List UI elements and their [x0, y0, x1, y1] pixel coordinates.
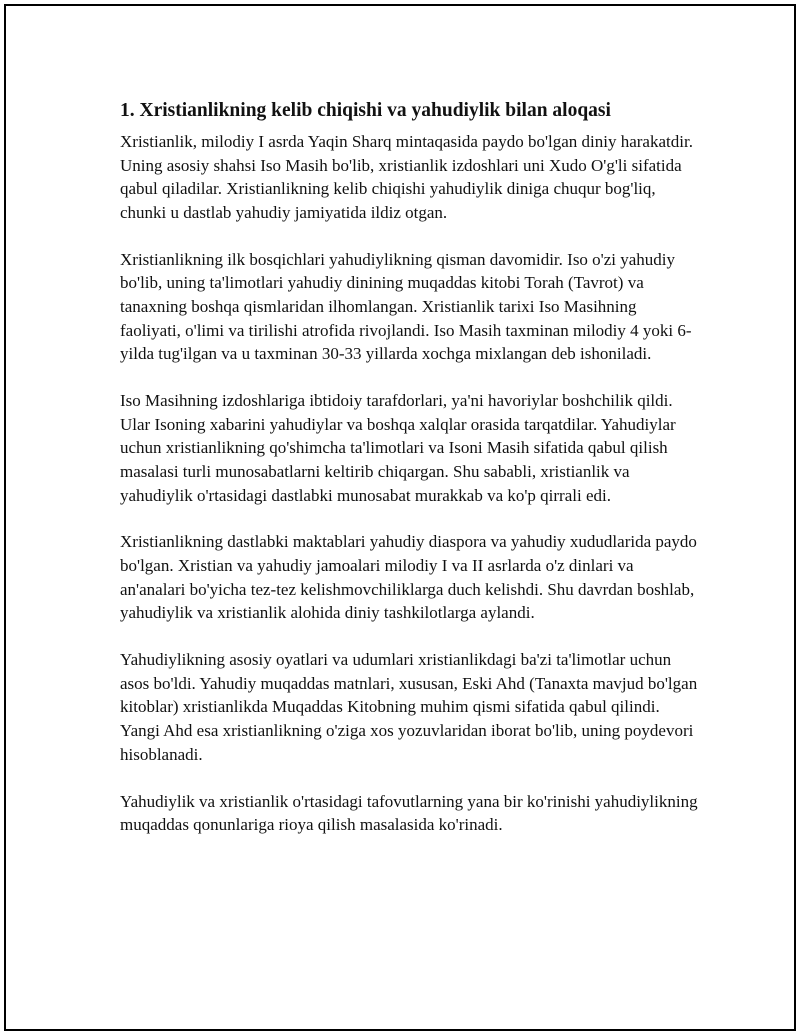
document-body	[120, 98, 700, 860]
paragraph-4: Xristianlikning dastlabki maktablari yahudiy diaspora va yahudiy xududlarida paydo bo'lgan. Xristian va yahudiy jamoalari milodiy I va II asrlarda o'z dinlari va an'analari bo'yicha tez-tez kelishmovchiliklarga duch kelishdi. Shu davrdan boshlab, yahudiylik va xristianlik alohida diniy tashkilotlarga aylandi.	[120, 532, 697, 623]
paragraph-2: Xristianlikning ilk bosqichlari yahudiylikning qisman davomidir. Iso o'zi yahudiy bo'lib, uning ta'limotlari yahudiy dinining muqaddas kitobi Torah (Tavrot) va tanaxning boshqa qismlaridan ilhomlangan. Xristianlik tarixi Iso Masihning faoliyati, o'limi va tirilishi atrofida rivojlandi. Iso Masih taxminan milodiy 4 yoki 6-yilda tug'ilgan va u taxminan 30-33 yillarda xochga mixlangan deb ishoniladi.	[120, 249, 692, 364]
paragraph-6: Yahudiylik va xristianlik o'rtasidagi tafovutlarning yana bir ko'rinishi yahudiylikning muqaddas qonunlariga rioya qilish masalasida ko'rinadi.	[120, 791, 698, 835]
paragraph-5: Yahudiylikning asosiy oyatlari va udumlari xristianlikdagi ba'zi ta'limotlar uchun asos bo'ldi. Yahudiy muqaddas matnlari, xususan, Eski Ahd (Tanaxta mavjud bo'lgan kitoblar) xristianlikda Muqaddas Kitobning muhim qismi sifatida qabul qilindi. Yangi Ahd esa xristianlikning o'ziga xos yozuvlaridan iborat bo'lib, uning poydevori hisoblanadi.	[120, 650, 698, 764]
paragraph-1: Xristianlik, milodiy I asrda Yaqin Sharq mintaqasida paydo bo'lgan diniy harakatdir. Uning asosiy shahsi Iso Masih bo'lib, xristianlik izdoshlari uni Xudo O'g'li sifatida qabul qiladilar. Xristianlikning kelib chiqishi yahudiylik diniga chuqur bog'liq, chunki u dastlab yahudiy jamiyatida ildiz otgan.	[120, 132, 693, 222]
page-border	[4, 4, 796, 1031]
section-heading: 1. Xristianlikning kelib chiqishi va yahudiylik bilan aloqasi	[120, 100, 611, 121]
paragraph-3: Iso Masihning izdoshlariga ibtidoiy tarafdorlari, ya'ni havoriylar boshchilik qildi. Ular Isoning xabarini yahudiylar va boshqa xalqlar orasida tarqatdilar. Yahudiylar uchun xristianlikning qo'shimcha ta'limotlari va Isoni Masih sifatida qabul qilish masalasi turli munosabatlarni keltirib chiqargan. Shu sababli, xristianlik va yahudiylik o'rtasidagi dastlabki munosabat murakkab va ko'p qirrali edi.	[120, 391, 676, 505]
